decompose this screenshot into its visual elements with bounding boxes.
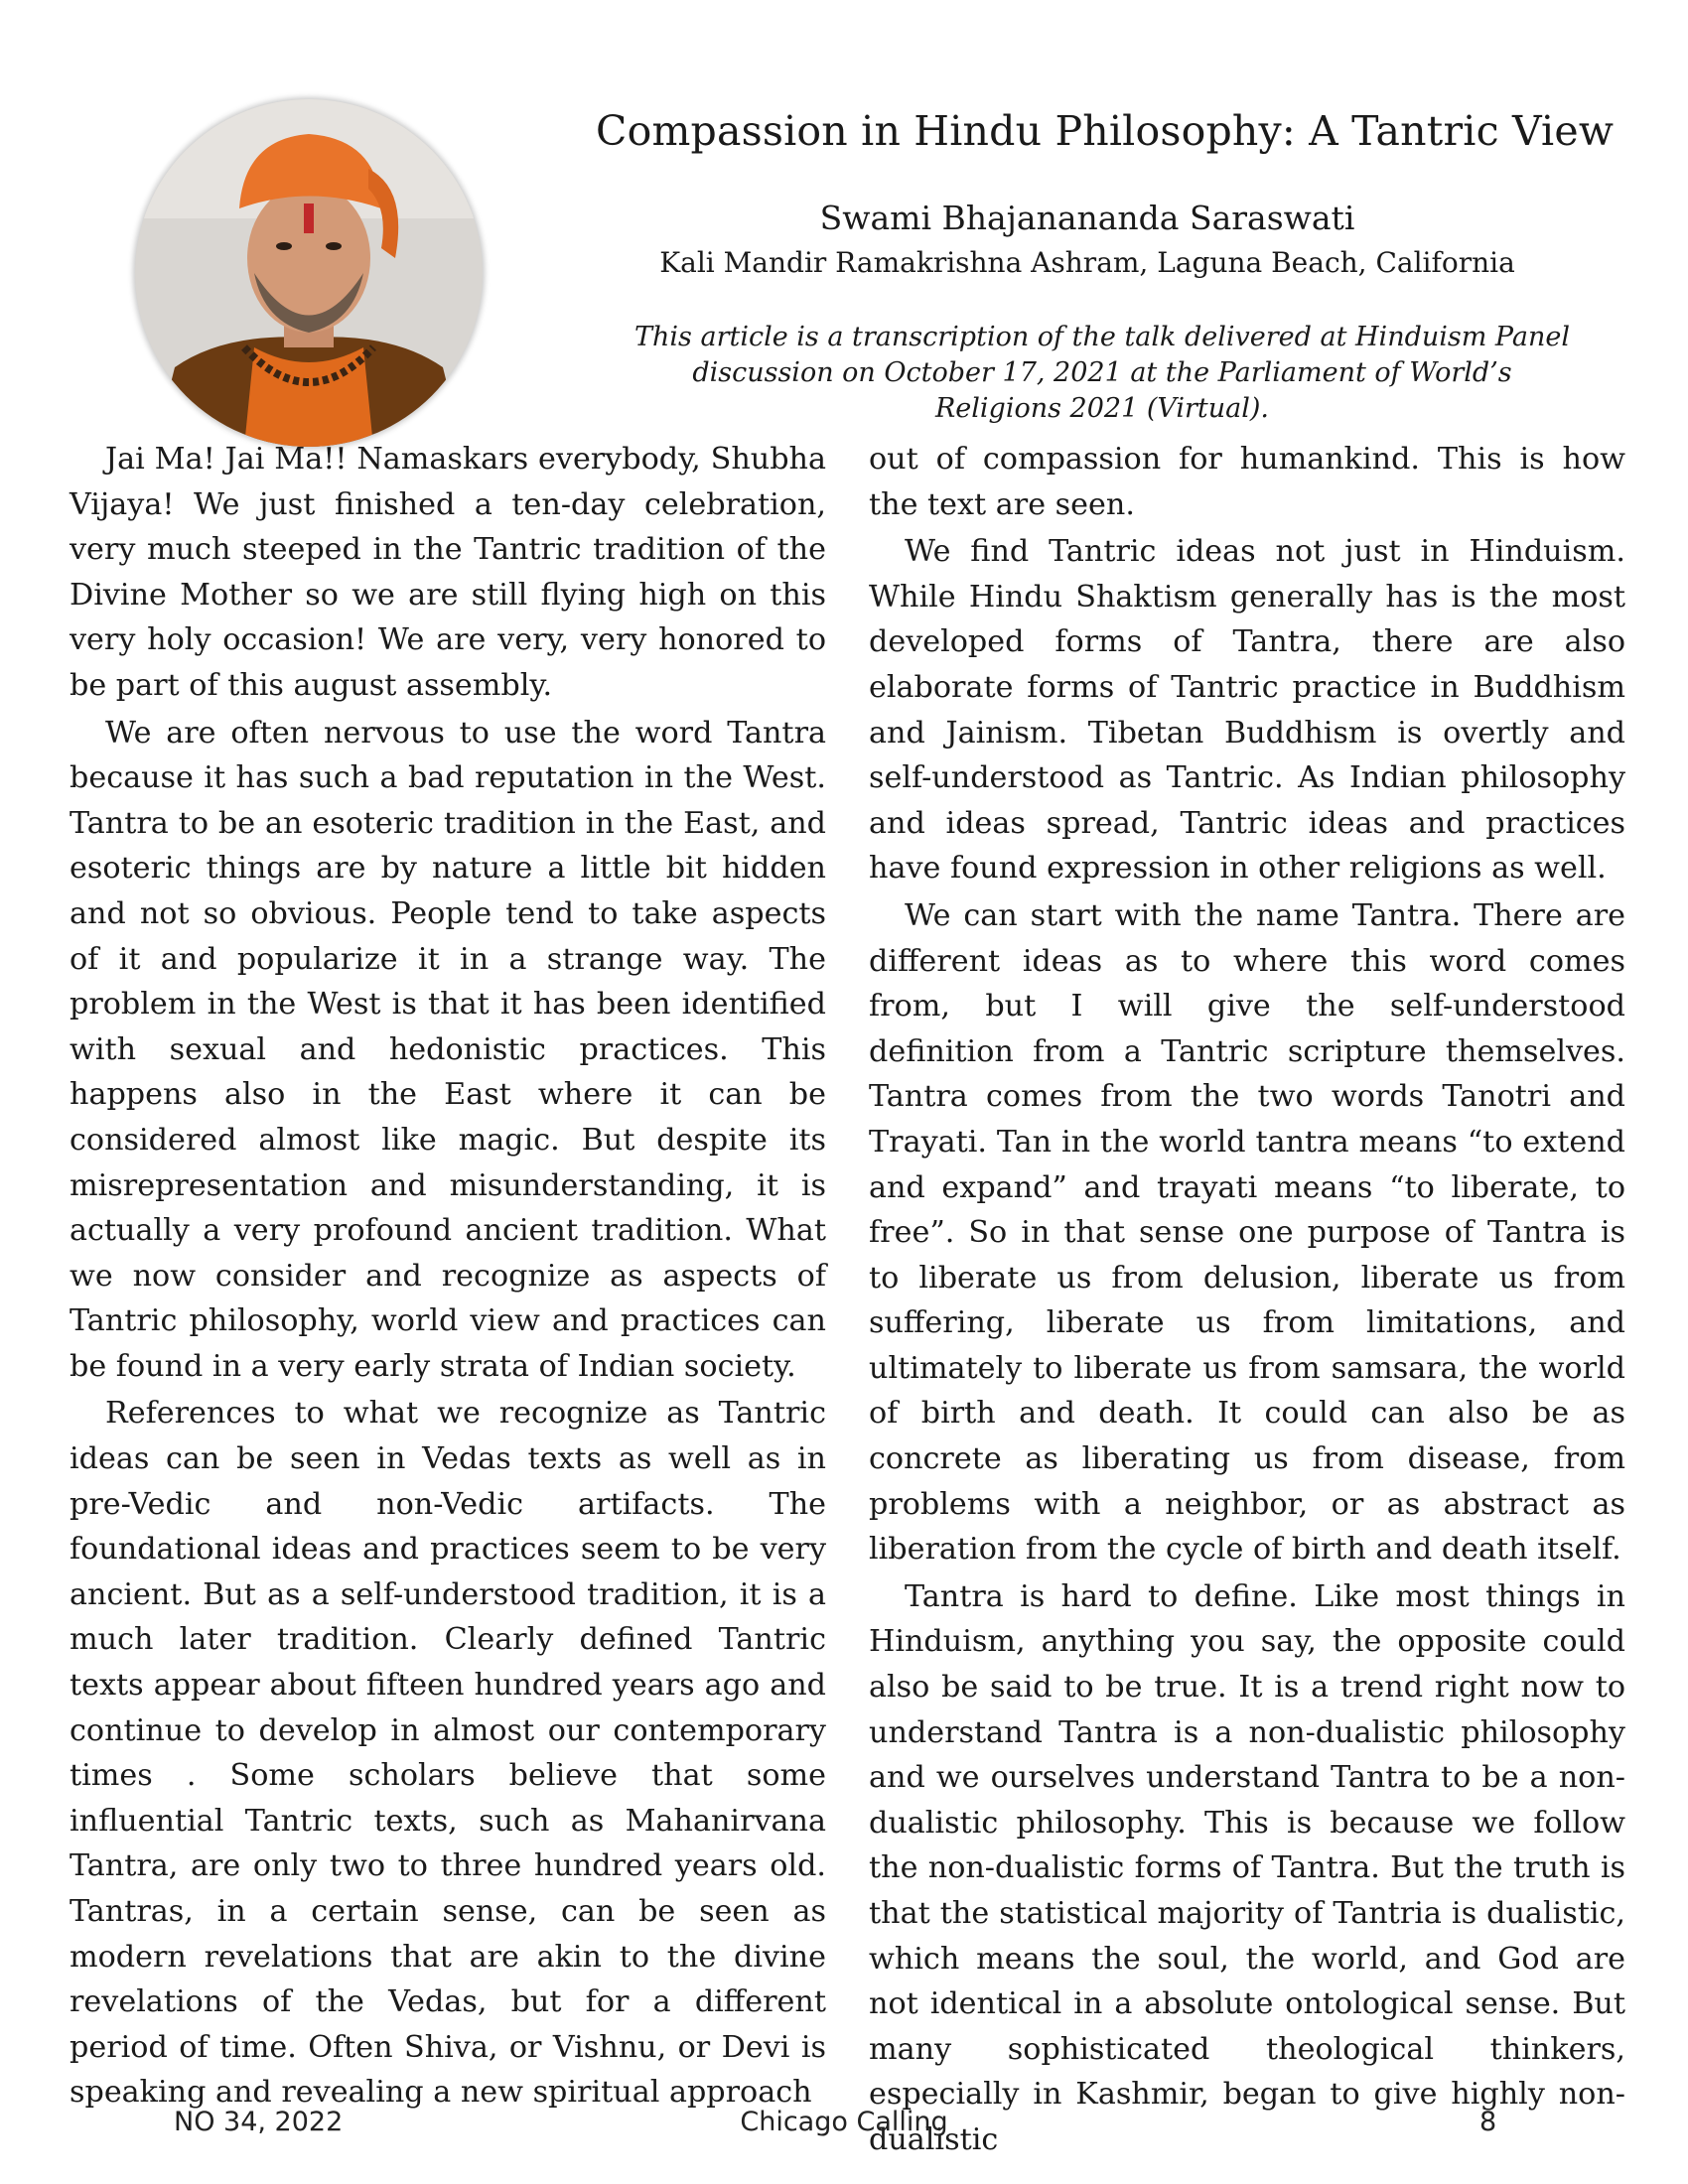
body-paragraph: References to what we recognize as Tantric ideas can be seen in Vedas texts as well as in pre-Vedic and non-Vedic artifacts. The foundational ideas and practices seem to be very ancient. But as a self-understood tradition, it is a much later tradition. Clearly defined Tantric texts appear about fifteen hundred years ago and continue to develop in almost our contemporary times . Some scholars believe that some influential Tantric texts, such as Mahanirvana Tantra, are only two to three hundred years old. Tantras, in a certain sense, can be seen as modern revelations that are akin to the divine revelations of the Vedas, but for a different period of time. Often Shiva, or Vishnu, or Devi is speaking and revealing a new spiritual approach <box>70 1396 826 2111</box>
author-photo <box>135 99 483 447</box>
body-paragraph: Tantra is hard to define. Like most things in Hinduism, anything you say, the opposite could also be said to be true. It is a trend right now to understand Tantra is a non-dualistic philosophy and we ourselves understand Tantra to be a non-dualistic philosophy. This is because we follow the non-dualistic forms of Tantra. But the truth is that the statistical majority of Tantria is dualistic, which means the soul, the world, and God are not identical in a absolute ontological sense. But many sophisticated theological thinkers, especially in Kashmir, began to give highly non-dualistic <box>869 1578 1625 2157</box>
body-paragraph: We are often nervous to use the word Tantra because it has such a bad reputation in the West. Tantra to be an esoteric tradition in the East, and esoteric things are by nature a little bit hidden and not so obvious. People tend to take aspects of it and popularize it in a strange way. The problem in the West is that it has been identified with sexual and hedonistic practices. This happens also in the East where it can be considered almost like magic. But despite its misrepresentation and misunderstanding, it is actually a very profound ancient tradition. What we now consider and recognize as aspects of Tantric philosophy, world view and practices can be found in a very early strata of Indian society. <box>70 715 826 1384</box>
right-column <box>869 437 1625 2165</box>
page-number: 8 <box>1479 2107 1497 2137</box>
issue-number: NO 34, 2022 <box>174 2107 344 2137</box>
left-column <box>70 437 826 2117</box>
body-paragraph: Jai Ma! Jai Ma!! Namaskars everybody, Shubha Vijaya! We just finished a ten-day celebration, very much steeped in the Tantric tradition of the Divine Mother so we are still flying high on this very holy occasion! We are very, very honored to be part of this august assembly. <box>70 442 826 703</box>
publication-name: Chicago Calling <box>740 2107 948 2137</box>
author-name: Swami Bhajanananda Saraswati <box>819 199 1355 237</box>
author-affiliation: Kali Mandir Ramakrishna Ashram, Laguna Beach, California <box>659 246 1515 279</box>
page-footer <box>0 2107 1688 2146</box>
body-paragraph: We can start with the name Tantra. There are different ideas as to where this word comes from, but I will give the self-understood definition from a Tantric scripture themselves. Tantra comes from the two words Tanotri and Trayati. Tan in the world tantra means “to extend and expand” and trayati means “to liberate, to free”. So in that sense one purpose of Tantra is to liberate us from delusion, liberate us from suffering, liberate us from limitations, and ultimately to liberate us from samsara, the world of birth and death. It could can also be as concrete as liberating us from disease, from problems with a neighbor, or as abstract as liberation from the cycle of birth and death itself. <box>869 897 1625 1568</box>
article-title: Compassion in Hindu Philosophy: A Tantric View <box>596 107 1615 155</box>
transcription-note: This article is a transcription of the talk delivered at Hinduism Panel discussion on October 17, 2021 at the Parliament of World’s Religions 2021 (Virtual). <box>634 322 1570 424</box>
body-paragraph: We find Tantric ideas not just in Hinduism. While Hindu Shaktism generally has is the most developed forms of Tantra, there are also elaborate forms of Tantric practice in Buddhism and Jainism. Tibetan Buddhism is overtly and self-understood as Tantric. As Indian philosophy and ideas spread, Tantric ideas and practices have found expression in other religions as well. <box>869 534 1625 887</box>
body-paragraph-continuation: out of compassion for humankind. This is how the text are seen. <box>869 442 1625 522</box>
